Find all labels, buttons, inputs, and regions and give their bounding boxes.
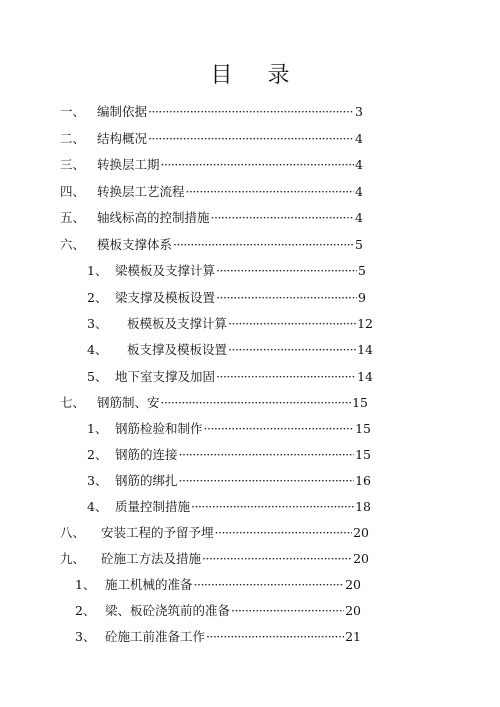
toc-entry-number: 2、: [87, 290, 108, 305]
toc-entry-number: 1、: [87, 263, 108, 278]
toc-leader-dots: [161, 395, 352, 411]
toc-entry-page-number: 4: [355, 157, 363, 172]
toc-entry[interactable]: [60, 210, 363, 226]
toc-entry-title: 梁、板砼浇筑前的准备: [105, 603, 231, 618]
toc-entry[interactable]: [60, 157, 363, 173]
toc-entry-title: 梁模板及支撑计算: [115, 263, 216, 278]
toc-entry[interactable]: [75, 577, 361, 593]
toc-entry-number: 1、: [87, 421, 108, 436]
toc-entry-page-number: 4: [355, 184, 363, 199]
toc-entry-number: 七、: [60, 395, 86, 410]
toc-entry-title: 质量控制措施: [115, 499, 191, 514]
toc-leader-dots: [179, 447, 355, 463]
toc-entry[interactable]: [87, 342, 373, 358]
toc-entry-page-number: 20: [345, 577, 361, 592]
toc-entry[interactable]: [87, 263, 366, 279]
toc-leader-dots: [173, 237, 354, 253]
toc-entry-number: 3、: [87, 473, 108, 488]
toc-entry-page-number: 15: [355, 447, 371, 462]
toc-entry-number: 五、: [60, 210, 86, 225]
toc-leader-dots: [228, 342, 356, 358]
toc-entry[interactable]: [60, 104, 363, 120]
toc-entry-number: 2、: [75, 603, 96, 618]
toc-entry-page-number: 14: [357, 342, 373, 357]
toc-entry-title: 梁支撑及模板设置: [115, 290, 216, 305]
toc-entry-number: 2、: [87, 447, 108, 462]
toc-entry-page-number: 18: [355, 499, 371, 514]
toc-leader-dots: [186, 184, 355, 200]
toc-entry-page-number: 5: [358, 263, 366, 278]
toc-entry-page-number: 3: [355, 104, 363, 119]
toc-entry[interactable]: [87, 290, 366, 306]
toc-leader-dots: [204, 421, 355, 437]
toc-entry-number: 六、: [60, 237, 86, 252]
toc-entry[interactable]: [87, 316, 373, 332]
toc-entry-number: 3、: [75, 629, 96, 644]
toc-leader-dots: [179, 473, 355, 489]
toc-entry-title: 模板支撑体系: [97, 237, 173, 252]
toc-entry-title: 钢筋制、安: [97, 395, 160, 410]
toc-leader-dots: [216, 263, 357, 279]
toc-leader-dots: [191, 499, 354, 515]
page-title: 目 录: [210, 63, 304, 88]
toc-entry-title: 钢筋的连接: [115, 447, 178, 462]
toc-entry-title: 板模板及支撑计算: [127, 316, 228, 331]
toc-entry-number: 四、: [60, 184, 86, 199]
toc-entry-page-number: 5: [355, 237, 363, 252]
toc-entry-page-number: 20: [353, 551, 369, 566]
toc-entry-number: 4、: [87, 499, 108, 514]
toc-leader-dots: [231, 603, 344, 619]
toc-entry-title: 地下室支撑及加固: [115, 369, 216, 384]
toc-entry-title: 钢筋的绑扎: [115, 473, 178, 488]
toc-entry[interactable]: [60, 395, 368, 411]
toc-leader-dots: [211, 210, 355, 226]
toc-entry[interactable]: [60, 525, 369, 541]
toc-entry-number: 二、: [60, 131, 86, 146]
toc-leader-dots: [215, 525, 353, 541]
toc-leader-dots: [228, 316, 356, 332]
toc-entry[interactable]: [60, 551, 369, 567]
toc-entry-number: 三、: [60, 157, 86, 172]
toc-entry-title: 砼施工前准备工作: [105, 629, 206, 644]
toc-entry-page-number: 12: [357, 316, 373, 331]
toc-entry-page-number: 4: [355, 131, 363, 146]
toc-entry[interactable]: [87, 369, 373, 385]
toc-entry-page-number: 15: [352, 395, 368, 410]
toc-entry[interactable]: [87, 447, 371, 463]
toc-entry-page-number: 15: [355, 421, 371, 436]
toc-entry-title: 板支撑及模板设置: [127, 342, 228, 357]
toc-leader-dots: [161, 157, 355, 173]
toc-entry-title: 砼施工方法及措施: [101, 551, 202, 566]
toc-entry-title: 轴线标高的控制措施: [97, 210, 210, 225]
toc-entry-page-number: 16: [355, 473, 371, 488]
toc-entry-number: 3、: [87, 316, 108, 331]
toc-entry[interactable]: [60, 131, 363, 147]
toc-leader-dots: [148, 104, 354, 120]
toc-entry-title: 转换层工艺流程: [97, 184, 185, 199]
toc-entry-title: 施工机械的准备: [105, 577, 193, 592]
toc-entry-title: 安装工程的予留予埋: [101, 525, 214, 540]
toc-entry[interactable]: [87, 499, 371, 515]
toc-entry[interactable]: [87, 421, 371, 437]
toc-entry[interactable]: [87, 473, 371, 489]
toc-entry-page-number: 21: [345, 629, 361, 644]
toc-entry[interactable]: [75, 629, 361, 645]
toc-entry[interactable]: [75, 603, 361, 619]
toc-leader-dots: [206, 629, 344, 645]
toc-entry-title: 编制依据: [97, 104, 148, 119]
toc-entry-number: 九、: [60, 551, 86, 566]
toc-entry[interactable]: [60, 237, 363, 253]
toc-entry-title: 钢筋检验和制作: [115, 421, 203, 436]
toc-entry-number: 1、: [75, 577, 96, 592]
toc-entry-page-number: 9: [358, 290, 366, 305]
toc-leader-dots: [148, 131, 354, 147]
toc-entry-page-number: 14: [357, 369, 373, 384]
toc-entry-number: 5、: [87, 369, 108, 384]
toc-entry-page-number: 20: [345, 603, 361, 618]
toc-entry-page-number: 20: [353, 525, 369, 540]
toc-leader-dots: [202, 551, 352, 567]
toc-entry-page-number: 4: [355, 210, 363, 225]
toc-entry-title: 结构概况: [97, 131, 148, 146]
toc-leader-dots: [216, 369, 356, 385]
toc-leader-dots: [216, 290, 357, 306]
toc-entry-number: 八、: [60, 525, 86, 540]
toc-entry-title: 转换层工期: [97, 157, 160, 172]
toc-entry[interactable]: [60, 184, 363, 200]
toc-entry-number: 4、: [87, 342, 108, 357]
toc-entry-number: 一、: [60, 104, 86, 119]
toc-leader-dots: [194, 577, 345, 593]
